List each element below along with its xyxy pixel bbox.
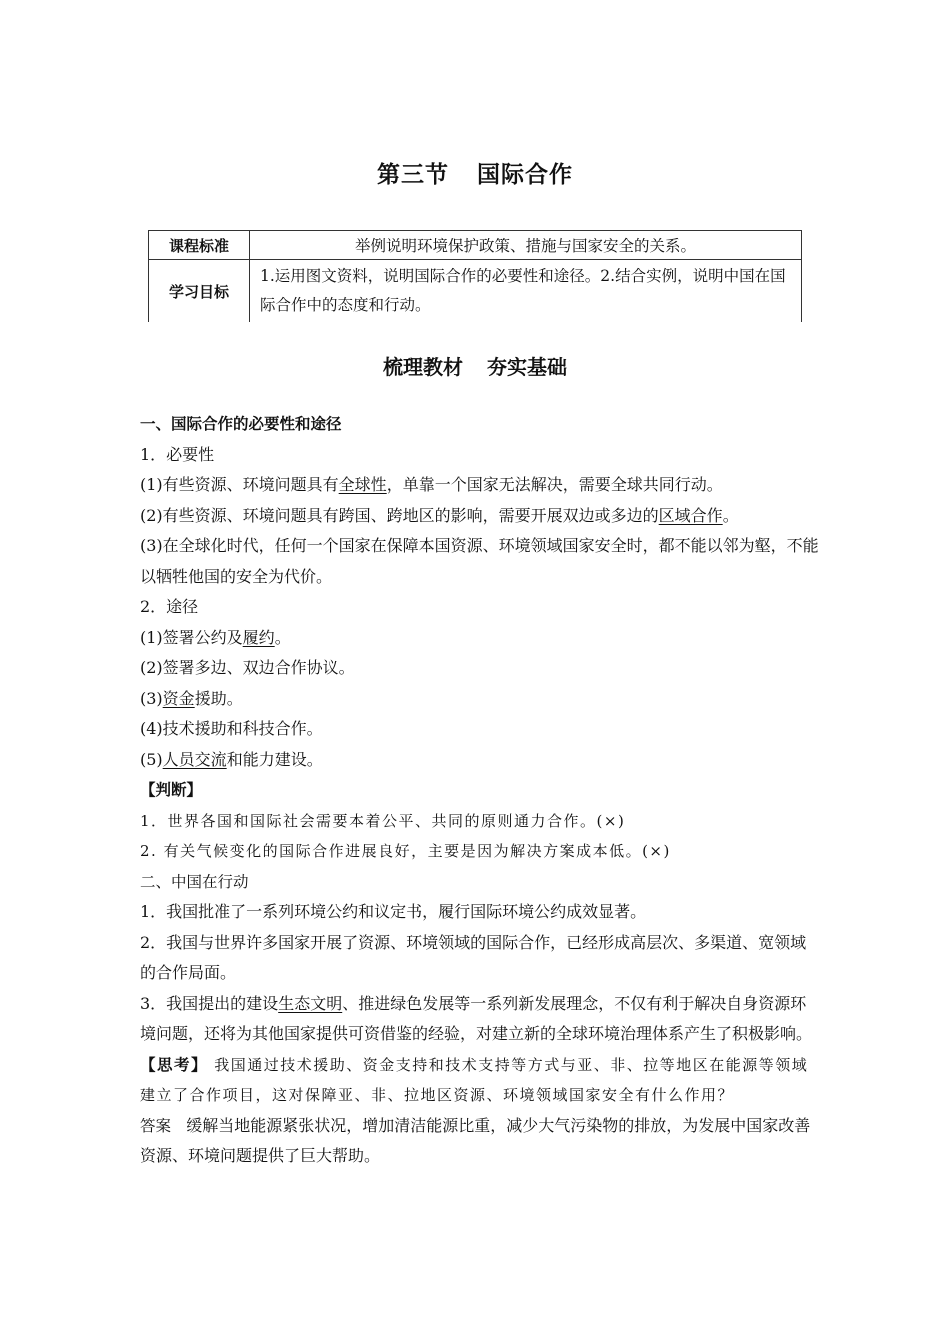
text: (5) xyxy=(140,749,163,769)
think-text: 我国通过技术援助、资金支持和技术支持等方式与亚、非、拉等地区在能源等领域建立了合作项目，这对保障亚、非、拉地区资源、环境领域国家安全有什么作用？ xyxy=(140,1055,809,1104)
judge-question-1: 1．世界各国和国际社会需要本着公平、共同的原则通力合作。(×) xyxy=(140,811,626,830)
objective-label: 学习目标 xyxy=(149,260,250,323)
answer-blank: 资金 xyxy=(162,688,195,708)
heading-cooperation-necessity: 一、国际合作的必要性和途径 xyxy=(140,415,342,433)
china-item-3 xyxy=(140,989,820,1050)
standard-label: 课程标准 xyxy=(149,231,250,260)
curriculum-standards-table xyxy=(148,230,802,322)
title-section-name: 国际合作 xyxy=(477,162,573,188)
text: 3．我国提出的建设 xyxy=(140,993,279,1013)
section-heading-part1: 梳理教材 xyxy=(383,355,463,379)
objective-text: 1.运用图文资料，说明国际合作的必要性和途径。2.结合实例，说明中国在国际合作中的态度和行动。 xyxy=(250,260,802,323)
table-row xyxy=(149,260,802,323)
think-label: 【思考】 xyxy=(140,1055,209,1074)
table-row xyxy=(149,231,802,260)
way-item-1 xyxy=(140,623,820,654)
standard-text: 举例说明环境保护政策、措施与国家安全的关系。 xyxy=(250,231,802,260)
way-item-3 xyxy=(140,684,820,715)
text: 。 xyxy=(722,505,739,525)
text: 、推进绿色发展等一系列新发展理念，不仅有利于解决自身资源环境问题，还将为其他国家提供可资借鉴的经验，对建立新的全球环境治理体系产生了积极影响。 xyxy=(140,993,813,1043)
necessity-item-3: (3)在全球化时代，任何一个国家在保障本国资源、环境领域国家安全时，都不能以邻为壑，不能以牺牲他国的安全为代价。 xyxy=(140,536,819,586)
way-item-4: (4)技术援助和科技合作。 xyxy=(140,719,323,738)
necessity-item-1 xyxy=(140,470,820,501)
way-item-5 xyxy=(140,745,820,776)
heading-china-action: 二、中国在行动 xyxy=(140,872,249,891)
text: ，单靠一个国家无法解决，需要全球共同行动。 xyxy=(386,475,723,494)
text: (3) xyxy=(140,688,163,708)
judge-label: 【判断】 xyxy=(140,781,203,799)
text: 援助。 xyxy=(194,688,243,708)
subheading-ways: 2．途径 xyxy=(140,597,199,616)
text: 和能力建设。 xyxy=(226,749,323,769)
text: (2)有些资源、环境问题具有跨国、跨地区的影响，需要开展双边或多边的 xyxy=(140,505,659,525)
judge-question-2: 2. 有关气候变化的国际合作进展良好，主要是因为解决方案成本低。(×) xyxy=(140,842,671,860)
answer-blank: 人员交流 xyxy=(162,749,227,769)
think-answer xyxy=(140,1111,820,1172)
subheading-necessity: 1．必要性 xyxy=(140,444,215,464)
china-item-2: 2．我国与世界许多国家开展了资源、环境领域的国际合作，已经形成高层次、多渠道、宽领域的合作局面。 xyxy=(140,932,807,982)
answer-blank: 区域合作 xyxy=(658,505,723,525)
text: (1)有些资源、环境问题具有 xyxy=(140,475,339,494)
content-body xyxy=(140,409,820,1172)
title-section-number: 第三节 xyxy=(377,162,449,188)
text: (1)签署公约及 xyxy=(140,627,243,647)
page-title xyxy=(0,156,950,189)
answer-blank: 全球性 xyxy=(338,475,387,494)
answer-text: 缓解当地能源紧张状况，增加清洁能源比重，减少大气污染物的排放，为发展中国家改善资源、环境问题提供了巨大帮助。 xyxy=(140,1115,811,1165)
china-item-1: 1．我国批准了一系列环境公约和议定书，履行国际环境公约成效显著。 xyxy=(140,902,647,921)
answer-label: 答案 xyxy=(140,1116,172,1135)
section-heading xyxy=(0,351,950,380)
answer-blank: 生态文明 xyxy=(278,993,343,1013)
answer-blank: 履约 xyxy=(242,627,275,647)
think-question xyxy=(140,1050,820,1111)
way-item-2: (2)签署多边、双边合作协议。 xyxy=(140,658,355,677)
necessity-item-2 xyxy=(140,501,820,532)
section-heading-part2: 夯实基础 xyxy=(487,355,567,379)
text: 。 xyxy=(274,627,291,647)
